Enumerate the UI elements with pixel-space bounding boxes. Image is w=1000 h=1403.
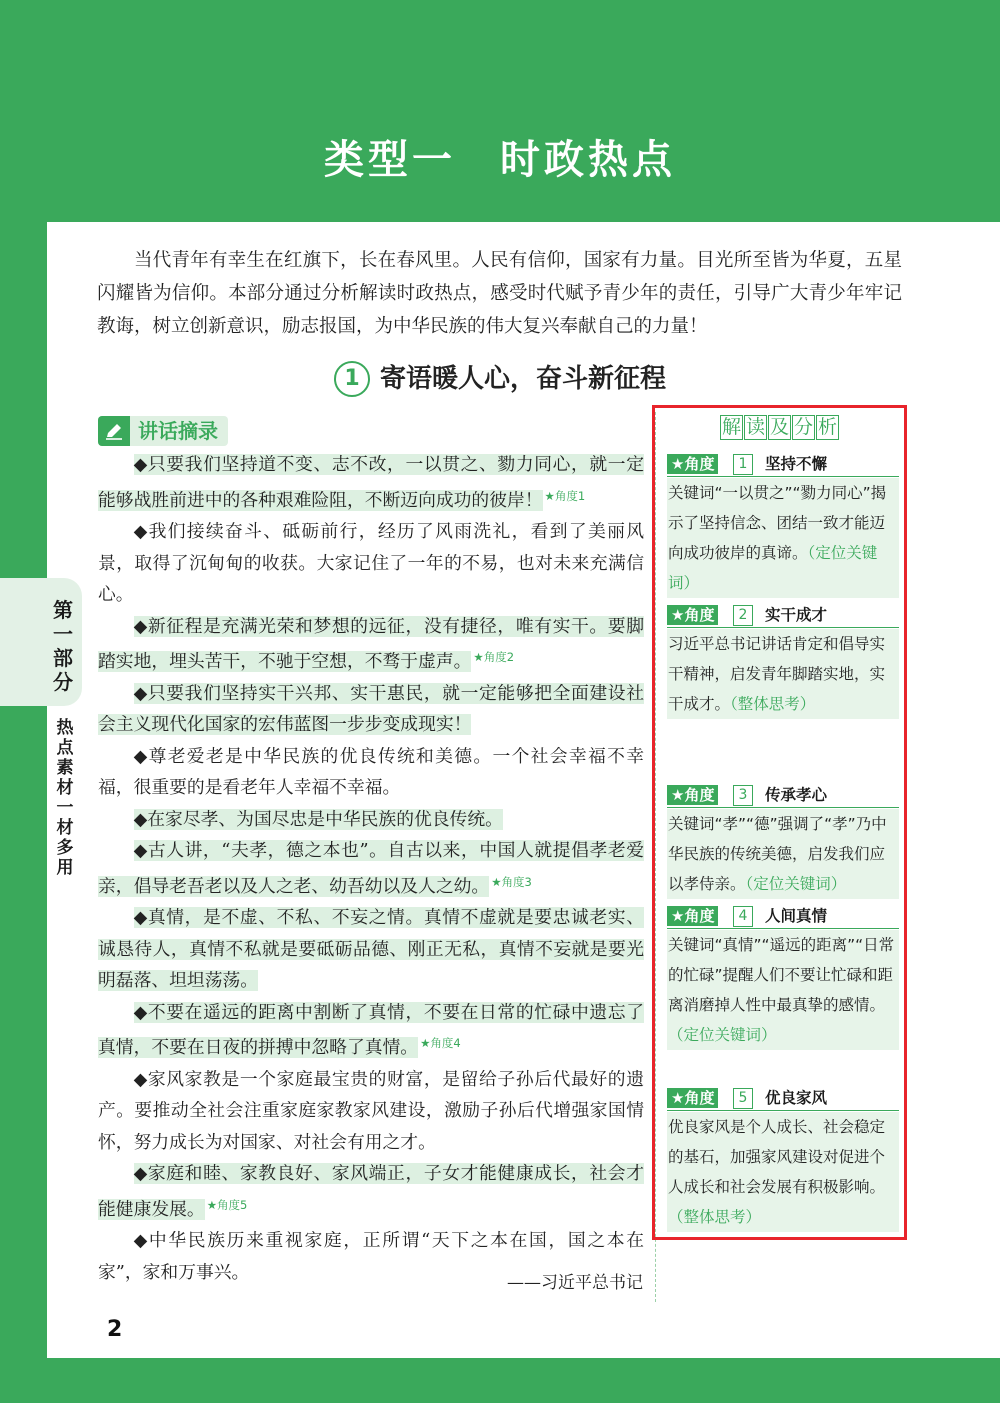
angle-number: 5 xyxy=(733,1088,753,1109)
angle-hint: （定位关键词） xyxy=(668,544,878,592)
angle-name: 传承孝心 xyxy=(765,786,828,804)
speech-paragraph xyxy=(98,611,644,678)
angle-reference-mark: ★角度4 xyxy=(420,1036,461,1050)
speech-paragraph-text: ◆不要在遥远的距离中割断了真情，不要在日常的忙碌中遗忘了真情，不要在日夜的拼搏中忽略了真情。 xyxy=(98,1001,644,1058)
analysis-heading-char: 解 xyxy=(721,416,741,438)
angle-tag xyxy=(667,906,899,929)
angle-reference-mark: ★角度1 xyxy=(544,488,586,503)
angle-reference-mark: ★角度3 xyxy=(491,874,532,889)
speech-paragraph-text: ◆尊老爱老是中华民族的优良传统和美德。一个社会幸福不幸福，很重要的是看老年人幸福不幸福。 xyxy=(98,745,644,798)
angle-hint: （定位关键词） xyxy=(668,1026,777,1044)
speech-paragraph-text: ◆真情，是不虚、不私、不妄之情。真情不虚就是要忠诚老实、诚恳待人，真情不私就是要砥砺品德、刚正无私，真情不妄就是要光明磊落、坦坦荡荡。 xyxy=(98,907,644,991)
speech-paragraph xyxy=(98,902,644,997)
speech-paragraph xyxy=(98,741,644,804)
angle-hint: （整体思考） xyxy=(668,1208,762,1226)
angle-card-1 xyxy=(667,454,899,598)
speech-excerpts xyxy=(98,449,644,1288)
angle-body-text: 习近平总书记讲话肯定和倡导实干精神，启发青年脚踏实地，实干成才。 xyxy=(668,635,886,713)
side-tab-part: 第一部分 xyxy=(53,598,73,694)
analysis-heading-char: 及 xyxy=(769,416,789,438)
angle-name: 优良家风 xyxy=(765,1089,828,1107)
speech-paragraph xyxy=(98,804,644,836)
section-title xyxy=(0,358,1000,397)
speech-paragraph xyxy=(98,1064,644,1159)
speech-paragraph-text: ◆我们接续奋斗、砥砺前行，经历了风雨洗礼，看到了美丽风景，取得了沉甸甸的收获。大家记住了一年的不易，也对未来充满信心。 xyxy=(98,521,644,605)
angle-number: 1 xyxy=(733,454,753,475)
angle-body-text: 优良家风是个人成长、社会稳定的基石，加强家风建设对促进个人成长和社会发展有积极影响。 xyxy=(668,1118,886,1196)
angle-card-2 xyxy=(667,605,899,719)
angle-badge: ★角度 xyxy=(667,785,718,805)
angle-body xyxy=(667,629,899,719)
angle-tag xyxy=(667,605,899,628)
speech-paragraph-text: ◆家庭和睦、家教良好、家风端正，子女才能健康成长，社会才能健康发展。 xyxy=(98,1163,644,1220)
angle-tag xyxy=(667,785,899,808)
angle-reference-mark: ★角度2 xyxy=(473,650,515,664)
speech-paragraph-text: ◆只要我们坚持实干兴邦、实干惠民，就一定能够把全面建设社会主义现代化国家的宏伟蓝图一步步变成现实！ xyxy=(98,682,644,735)
speech-label: 讲话摘录 xyxy=(98,416,228,446)
angle-body xyxy=(667,809,899,899)
angle-card-3 xyxy=(667,785,899,899)
speech-paragraph-text: ◆中华民族历来重视家庭，正所谓“天下之本在国，国之本在家”，家和万事兴。 xyxy=(98,1230,644,1283)
angle-name: 实干成才 xyxy=(765,606,828,624)
angle-tag xyxy=(667,1088,899,1111)
angle-badge: ★角度 xyxy=(667,906,718,926)
speech-paragraph-text: ◆在家尽孝、为国尽忠是中华民族的优良传统。 xyxy=(133,808,503,830)
pencil-icon xyxy=(98,416,130,446)
angle-hint: （定位关键词） xyxy=(745,875,847,893)
angle-body-text: 关键词“真情”“遥远的距离”“日常的忙碌”提醒人们不要让忙碌和距离消磨掉人性中最真挚的感情。 xyxy=(668,936,895,1014)
speech-paragraph xyxy=(98,449,644,516)
analysis-heading-char: 分 xyxy=(793,416,813,438)
speech-paragraph-text: ◆新征程是充满光荣和梦想的远征，没有捷径，唯有实干。要脚踏实地，埋头苦干，不驰于空想，不骛于虚声。 xyxy=(98,615,644,672)
angle-number: 3 xyxy=(733,785,753,806)
angle-body-text: 关键词“孝”“德”强调了“孝”乃中华民族的传统美德，启发我们应以孝侍亲。 xyxy=(668,815,887,893)
angle-body xyxy=(667,1112,899,1232)
angle-number: 4 xyxy=(733,906,753,927)
angle-name: 坚持不懈 xyxy=(765,455,828,473)
page-title: 类型一 时政热点 xyxy=(324,137,676,183)
angle-body xyxy=(667,478,899,598)
analysis-heading-char: 析 xyxy=(817,416,837,438)
speech-paragraph xyxy=(98,678,644,741)
angle-body xyxy=(667,930,899,1050)
angle-number: 2 xyxy=(733,605,753,626)
speech-paragraph xyxy=(98,835,644,902)
intro-paragraph: 当代青年有幸生在红旗下，长在春风里。人民有信仰，国家有力量。目光所至皆为华夏，五星闪耀皆为信仰。本部分通过分析解读时政热点，感受时代赋予青少年的责任，引导广大青少年牢记教诲，树立创新意识，励志报国，为中华民族的伟大复兴奉献自己的力量！ xyxy=(97,250,902,337)
page-number: 2 xyxy=(107,1317,123,1342)
angle-tag xyxy=(667,454,899,477)
speech-paragraph xyxy=(98,997,644,1064)
speech-paragraph xyxy=(98,516,644,611)
angle-hint: （整体思考） xyxy=(730,695,816,713)
speech-paragraph-text: ◆古人讲，“夫孝，德之本也”。自古以来，中国人就提倡孝老爱亲，倡导老吾老以及人之老、幼吾幼以及人之幼。 xyxy=(98,840,644,897)
analysis-heading xyxy=(720,415,840,440)
angle-card-5 xyxy=(667,1088,899,1232)
speech-attribution: ——习近平总书记 xyxy=(507,1273,643,1293)
angle-badge: ★角度 xyxy=(667,605,718,625)
angle-badge: ★角度 xyxy=(667,454,718,474)
section-title-text: 寄语暖人心，奋斗新征程 xyxy=(379,364,666,394)
speech-paragraph-text: ◆只要我们坚持道不变、志不改，一以贯之、勠力同心，就一定能够战胜前进中的各种艰难险阻，不断迈向成功的彼岸！ xyxy=(98,454,644,511)
angle-name: 人间真情 xyxy=(765,907,828,925)
analysis-heading-char: 读 xyxy=(745,416,765,438)
angle-badge: ★角度 xyxy=(667,1088,718,1108)
angle-reference-mark: ★角度5 xyxy=(206,1197,248,1212)
speech-paragraph-text: ◆家风家教是一个家庭最宝贵的财富，是留给子孙后代最好的遗产。要推动全社会注重家庭家教家风建设，激励子孙后代增强家国情怀，努力成长为对国家、对社会有用之才。 xyxy=(98,1068,644,1153)
section-number: 1 xyxy=(334,361,370,397)
angle-card-4 xyxy=(667,906,899,1050)
speech-paragraph xyxy=(98,1158,644,1225)
angle-body-text: 关键词“一以贯之”“勠力同心”揭示了坚持信念、团结一致才能迈向成功彼岸的真谛。 xyxy=(668,484,887,562)
side-tab-subtitle: 热点素材一材多用 xyxy=(56,718,74,878)
